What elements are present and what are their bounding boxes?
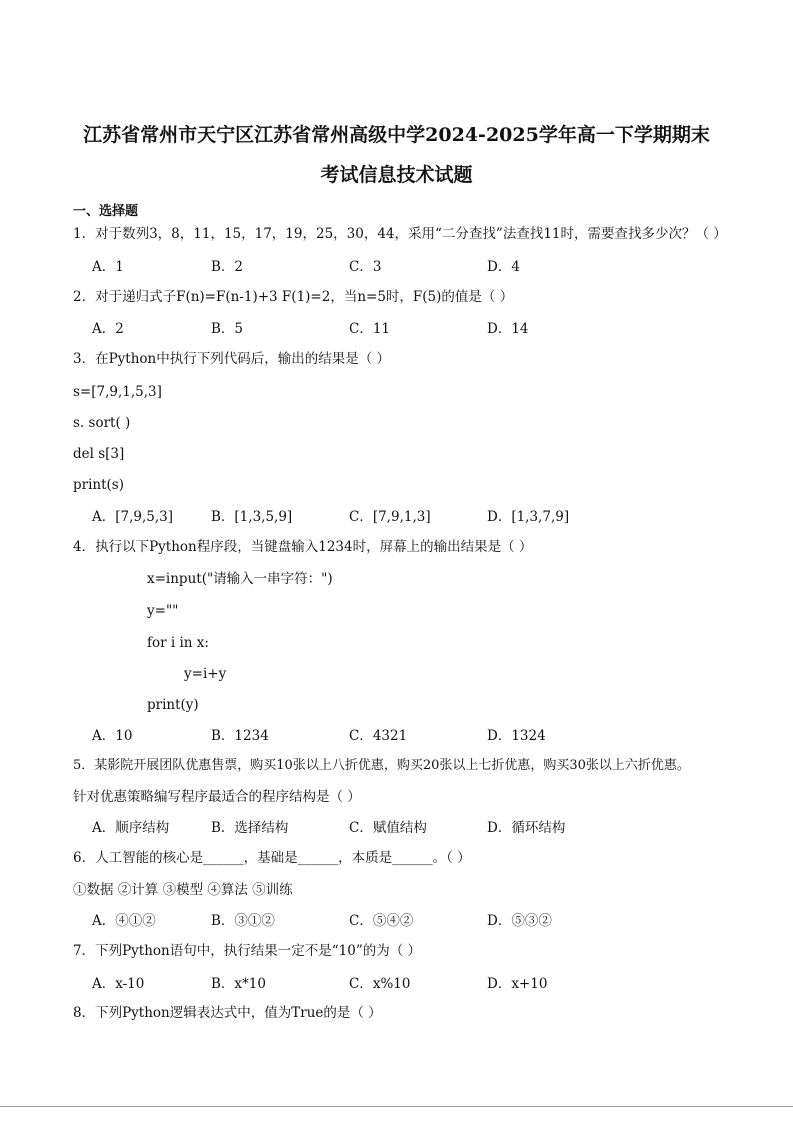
- question-1-option-c: C．3: [349, 259, 382, 275]
- question-4-option-d: D．1324: [487, 728, 546, 744]
- question-7-option-a: A．x-10: [92, 976, 145, 992]
- question-3-code-line-4: print(s): [73, 477, 124, 493]
- question-4-option-b: B．1234: [211, 728, 269, 744]
- question-6-option-a: A．④①②: [92, 913, 156, 929]
- question-4-code-line-1: x=input("请输入一串字符："): [147, 571, 333, 587]
- question-3-code-line-3: del s[3]: [73, 446, 125, 462]
- question-6-stem: 6．人工智能的核心是______，基础是______，本质是______。（ ）: [73, 850, 471, 866]
- question-4-code-line-3: for i in x:: [147, 635, 209, 651]
- question-3-code-line-2: s. sort( ): [73, 415, 131, 431]
- question-7-option-b: B．x*10: [211, 976, 266, 992]
- question-3-option-d: D．[1,3,7,9]: [487, 509, 570, 525]
- question-7-option-c: C．x%10: [349, 976, 411, 992]
- question-6-choices: ①数据 ②计算 ③模型 ④算法 ⑤训练: [73, 882, 293, 898]
- question-4-option-c: C．4321: [349, 728, 408, 744]
- question-1-option-d: D．4: [487, 259, 520, 275]
- question-4-code-line-4: y=i+y: [184, 666, 227, 682]
- question-5-option-d: D．循环结构: [487, 820, 566, 836]
- question-4-stem: 4．执行以下Python程序段，当键盘输入1234时，屏幕上的输出结果是（ ）: [73, 539, 533, 555]
- question-1-option-a: A．1: [92, 259, 124, 275]
- question-2-option-d: D．14: [487, 321, 529, 337]
- question-1-option-b: B．2: [211, 259, 244, 275]
- question-7-stem: 7．下列Python语句中，执行结果一定不是“10”的为（ ）: [73, 943, 422, 959]
- question-3-stem: 3．在Python中执行下列代码后，输出的结果是（ ）: [73, 351, 391, 367]
- question-5-option-c: C．赋值结构: [349, 820, 427, 836]
- question-5-stem-line-1: 5．某影院开展团队优惠售票，购买10张以上八折优惠，购买20张以上七折优惠，购买30张以上六折优惠。: [73, 758, 690, 773]
- question-3-option-b: B．[1,3,5,9]: [211, 509, 293, 525]
- question-3-option-a: A．[7,9,5,3]: [92, 509, 174, 525]
- question-6-option-b: B．③①②: [211, 913, 275, 929]
- question-2-option-c: C．11: [349, 321, 391, 337]
- question-1-stem: 1．对于数列3，8，11，15，17，19，25，30，44，采用“二分查找”法查找11时，需要查找多少次？（ ）: [73, 226, 727, 242]
- question-2-stem: 2．对于递归式子F(n)=F(n-1)+3 F(1)=2，当n=5时，F(5)的值是（ ）: [73, 289, 514, 305]
- question-3-code-line-1: s=[7,9,1,5,3]: [73, 384, 162, 400]
- question-6-option-d: D．⑤③②: [487, 913, 552, 929]
- question-7-option-d: D．x+10: [487, 976, 548, 992]
- question-5-option-a: A．顺序结构: [92, 820, 170, 836]
- doc-title-line-1: 江苏省常州市天宁区江苏省常州高级中学2024-2025学年高一下学期期末: [83, 124, 710, 146]
- question-5-option-b: B．选择结构: [211, 820, 289, 836]
- question-4-code-line-2: y="": [147, 603, 179, 619]
- doc-title-line-2: 考试信息技术试题: [320, 164, 473, 186]
- question-4-code-line-5: print(y): [147, 697, 199, 713]
- question-8-stem: 8．下列Python逻辑表达式中，值为True的是（ ）: [73, 1005, 382, 1021]
- question-2-option-a: A．2: [92, 321, 124, 337]
- question-3-option-c: C．[7,9,1,3]: [349, 509, 431, 525]
- question-5-stem-line-2: 针对优惠策略编写程序最适合的程序结构是（ ）: [73, 789, 361, 805]
- question-2-option-b: B．5: [211, 321, 244, 337]
- question-4-option-a: A．10: [92, 728, 133, 744]
- section-heading: 一、选择题: [73, 204, 139, 219]
- page-footer-divider: [0, 1106, 793, 1107]
- question-6-option-c: C．⑤④②: [349, 913, 414, 929]
